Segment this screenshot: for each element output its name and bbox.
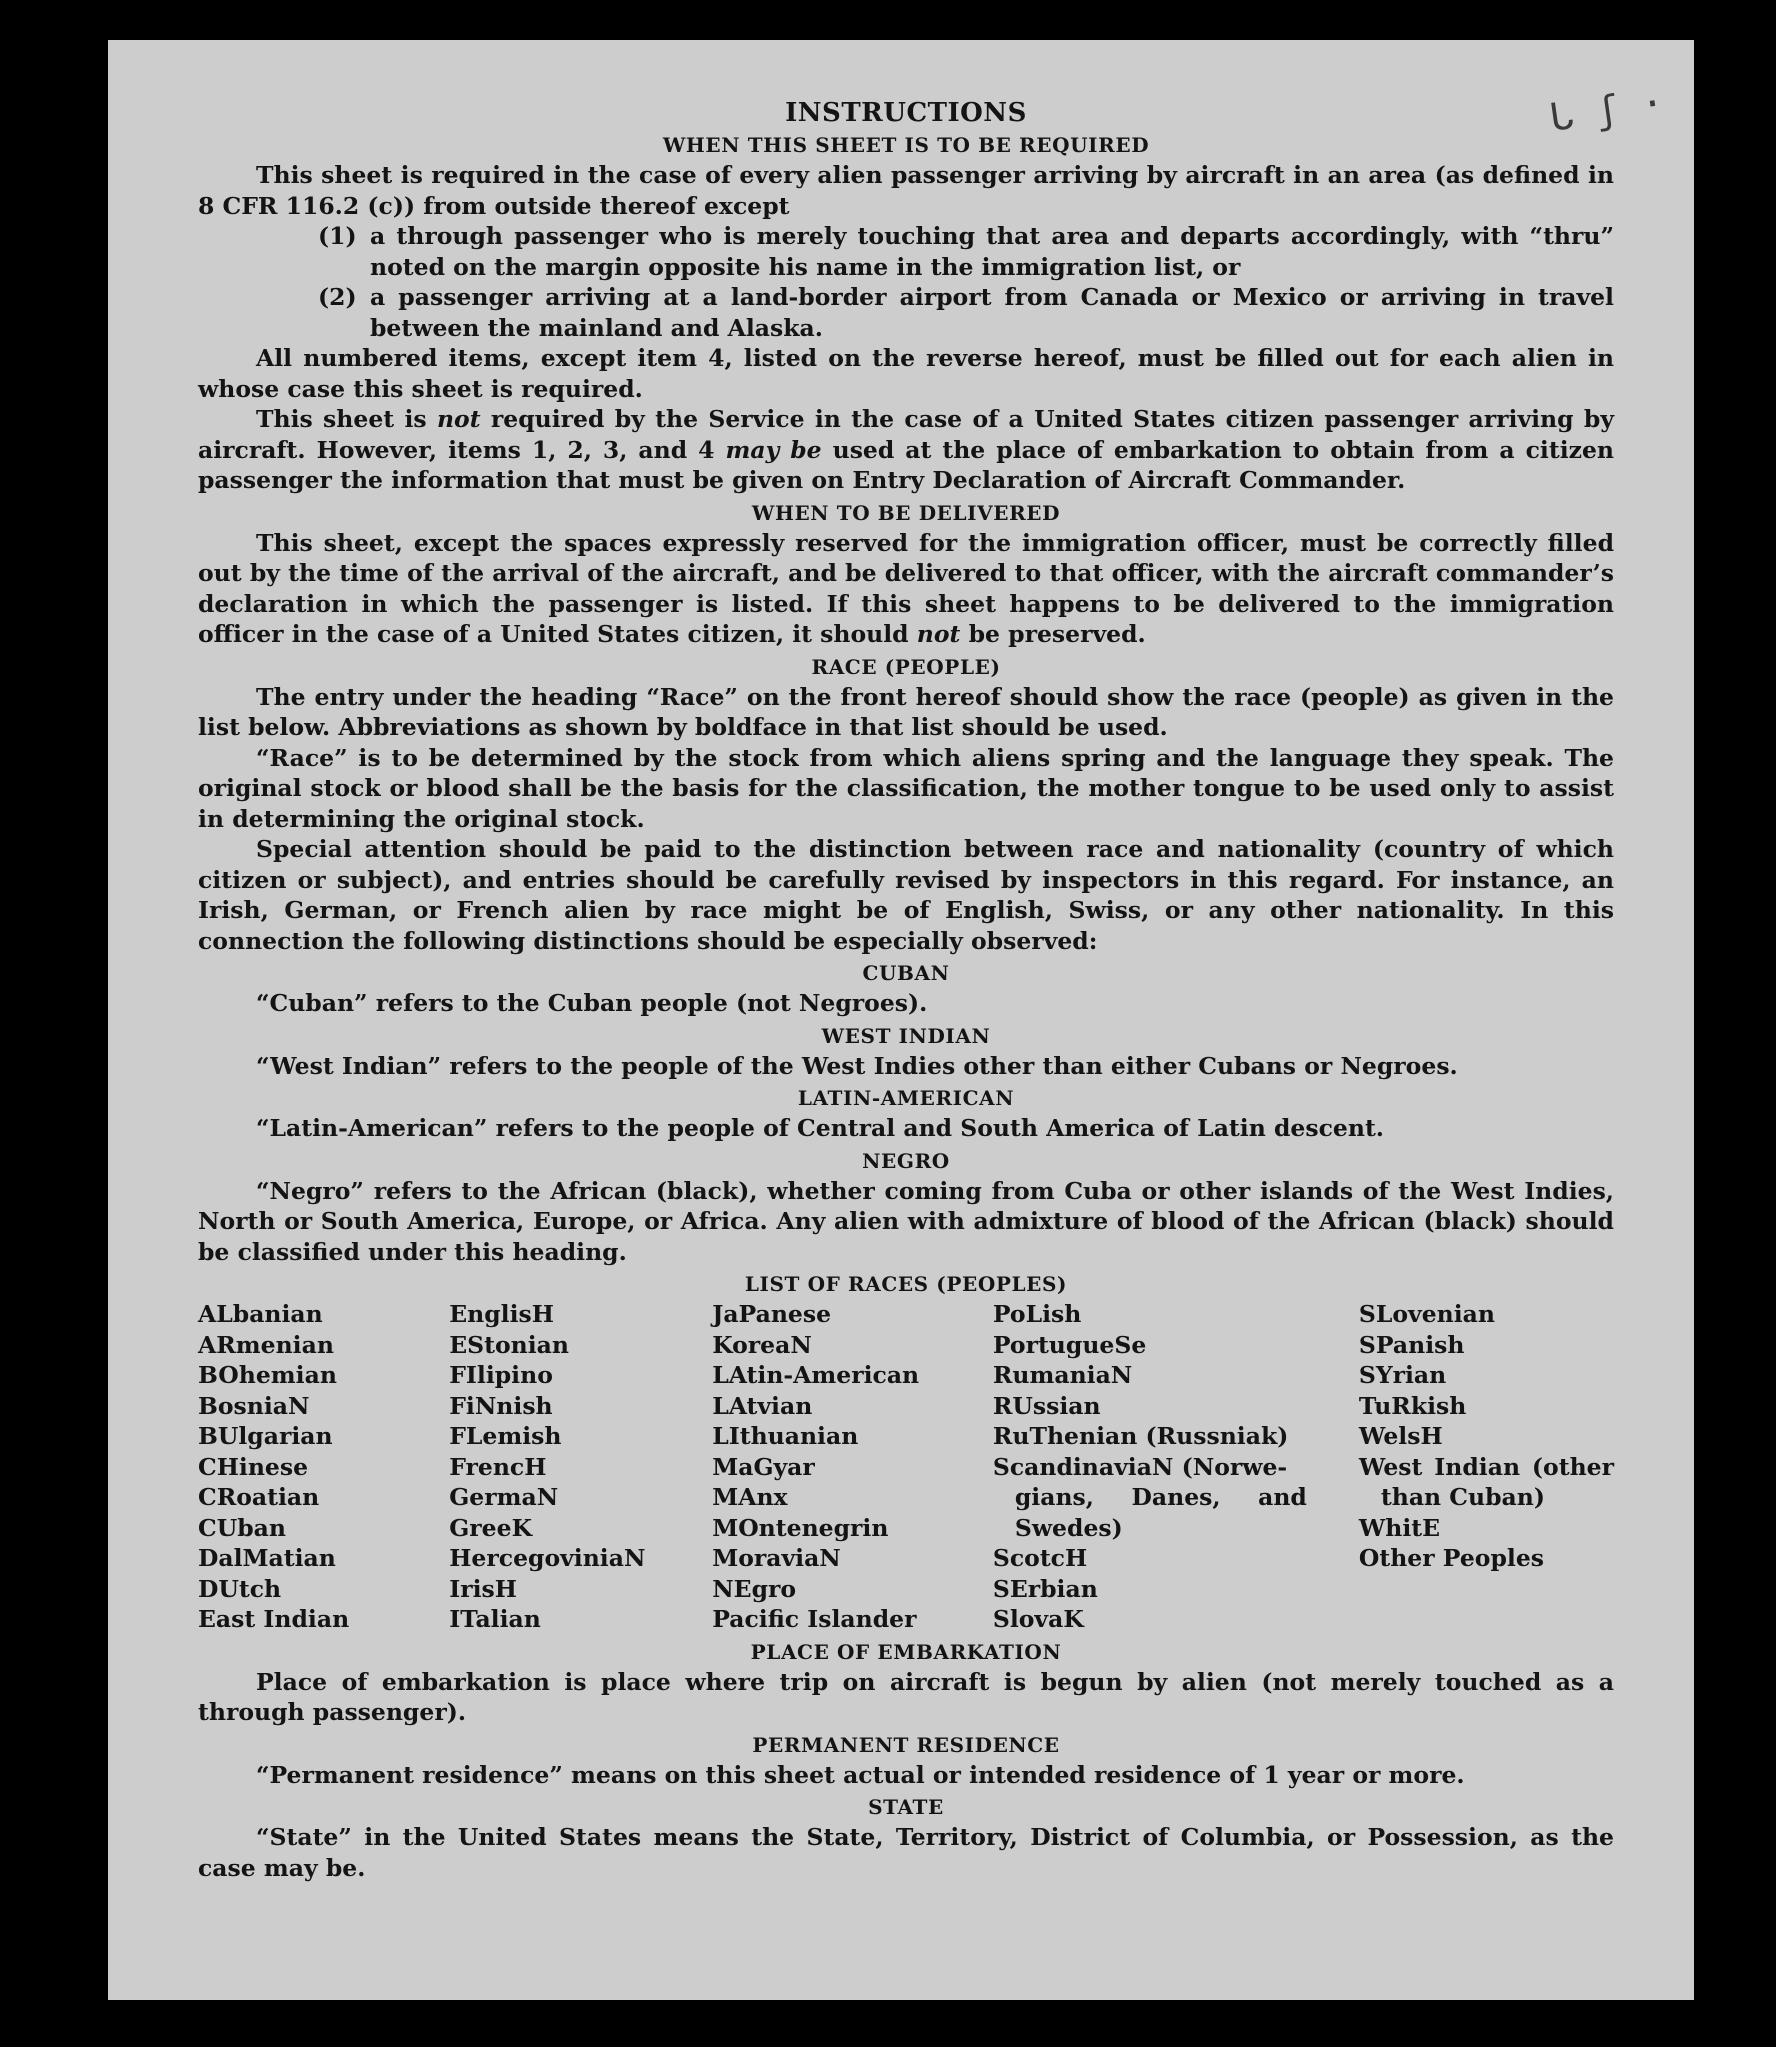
word: (other [1531,1452,1614,1481]
race-entry: DalMatian [198,1544,336,1572]
word: Indian [1434,1452,1521,1481]
races-column-3 [712,1299,993,1635]
race-entry: EnglisH [449,1300,554,1328]
race-entry: LAtvian [712,1391,813,1420]
paragraph-required-intro: This sheet is required in the case of every alien passenger arriving by aircraft in an area (as defined in 8 CFR 116.2 (c)) from outside thereof except [198,161,1614,220]
race-entry: CHinese [198,1452,309,1481]
races-column-5 [1359,1299,1614,1635]
heading-west-indian: WEST INDIAN [821,1023,991,1048]
race-entry: CRoatian [198,1483,320,1511]
race-entry-scandinavian-end: Swedes) [1014,1513,1123,1542]
race-entry: FiNnish [449,1391,553,1420]
race-entry: MoraviaN [712,1544,841,1572]
race-entry: WelsH [1358,1422,1443,1450]
paragraph-negro: “Negro” refers to the African (black), whether coming from Cuba or other islands of the West Indies, North or South America, Europe, or Africa. Any alien with admixture of blood of the African (black) should be classified under this heading. [198,1176,1614,1266]
paragraph-race-entry: The entry under the heading “Race” on the front hereof should show the race (people) as given in the list below. Abbreviations as shown by boldface in that list should be used. [198,682,1614,741]
list-number: (1) [318,222,357,250]
race-entry: ARmenian [198,1330,334,1359]
text-run: be preserved. [960,620,1146,648]
race-entry: JaPanese [712,1300,832,1328]
paragraph-delivery [198,528,1614,650]
race-entry: SLovenian [1358,1300,1495,1328]
race-entry: SPanish [1358,1330,1465,1359]
race-entry: IrisH [449,1574,517,1603]
race-entry: ITalian [449,1605,541,1633]
race-entry: RumaniaN [992,1361,1133,1389]
paragraph-state: “State” in the United States means the State, Territory, District of Columbia, or Possession, as the case may be. [198,1823,1614,1882]
race-entry-scandinavian-cont [993,1482,1307,1513]
list-item-exception-1 [318,221,1614,282]
paragraph-latin-american: “Latin-American” refers to the people of Central and South America of Latin descent. [256,1114,1384,1142]
emphasis-not: not [916,620,961,648]
race-entry-west-indian-cont: than Cuban) [1380,1483,1545,1511]
race-entry: SErbian [992,1574,1098,1603]
race-entry: DUtch [198,1574,282,1603]
document-page [108,40,1694,2000]
races-column-4 [993,1299,1307,1635]
heading-place-of-embarkation: PLACE OF EMBARKATION [750,1639,1062,1664]
race-entry: GermaN [449,1483,559,1511]
paragraph-race-stock: “Race” is to be determined by the stock from which aliens spring and the language they speak. The original stock or blood shall be the basis for the classification, the mother tongue to be used only to assist in determining the original stock. [198,743,1614,833]
text-run: This sheet, except the spaces expressly reserved for the immigration officer, must be correctly filled out by the time of the arrival of the aircraft, and be delivered to that officer, with the aircraft commander’s declaration in which the passenger is listed. If this sheet happens to be delivered to the immigration officer in the case of a United States citizen, it should [198,528,1614,648]
text-run: This sheet is [256,405,437,433]
word: Danes, [1131,1483,1221,1511]
paragraph-west-indian: “West Indian” refers to the people of the West Indies other than either Cubans or Negroes. [256,1051,1458,1080]
race-entry: MAnx [712,1483,788,1511]
word: gians, [1014,1483,1094,1511]
heading-negro: NEGRO [862,1148,950,1173]
race-entry: Other Peoples [1358,1544,1545,1572]
race-entry: TuRkish [1358,1391,1467,1420]
emphasis-not: not [436,405,481,433]
paragraph-cuban: “Cuban” refers to the Cuban people (not Negroes). [256,989,928,1017]
paragraph-numbered-items: All numbered items, except item 4, listed on the reverse hereof, must be filled out for each alien in whose case this sheet is required. [198,344,1614,403]
heading-permanent-residence: PERMANENT RESIDENCE [752,1732,1060,1757]
race-entry: SYrian [1358,1361,1447,1389]
handwritten-mark: ᒐ ʃ · [1546,80,1667,140]
list-number: (2) [318,283,357,311]
race-entry: NEgro [712,1574,797,1603]
race-entry: LAtin-American [712,1361,920,1389]
race-entry: FLemish [449,1422,562,1450]
race-entry: MaGyar [712,1452,815,1481]
race-entry: PortugueSe [992,1330,1147,1359]
races-column-2 [449,1299,712,1635]
races-list [198,1299,1614,1635]
word: West [1358,1452,1423,1481]
race-entry: BosniaN [198,1391,310,1420]
race-entry: HercegoviniaN [449,1544,646,1572]
word: and [1258,1483,1307,1511]
races-column-1 [198,1299,449,1635]
race-entry: FrencH [449,1452,547,1481]
heading-when-required: WHEN THIS SHEET IS TO BE REQUIRED [662,133,1150,157]
race-entry: GreeK [449,1513,532,1542]
paragraph-citizen-passenger [198,404,1614,496]
heading-state: STATE [868,1795,944,1819]
race-entry-scandinavian: ScandinaviaN (Norwe- [992,1452,1288,1481]
race-entry: LIthuanian [712,1422,859,1450]
race-entry: CUban [198,1513,286,1542]
race-entry: BOhemian [198,1361,337,1389]
heading-cuban: CUBAN [862,961,950,985]
heading-race: RACE (PEOPLE) [811,654,1001,679]
emphasis-may-be: may be [725,435,822,464]
race-entry: PoLish [992,1300,1082,1328]
race-entry: ScotcH [992,1544,1088,1572]
text-run: used at the place of embarkation to obtain from a citizen passenger the information that must be given on Entry Declaration of Aircraft Commander. [198,435,1615,494]
paragraph-embarkation: Place of embarkation is place where trip on aircraft is begun by alien (not merely touched as a through passenger). [198,1667,1614,1726]
text-run: required by the Service in the case of a United States citizen passenger arriving by aircraft. However, items 1, 2, 3, and 4 [198,405,1614,464]
list-text: a passenger arriving at a land-border airport from Canada or Mexico or arriving in travel between the mainland and Alaska. [370,283,1614,342]
race-entry: RuThenian (Russniak) [992,1422,1289,1450]
race-entry: RUssian [992,1391,1101,1420]
race-entry: ALbanian [198,1300,323,1328]
race-entry: MOntenegrin [712,1513,889,1542]
race-entry: BUlgarian [198,1422,333,1450]
race-entry: SlovaK [992,1605,1084,1633]
race-entry-west-indian [1359,1452,1614,1483]
heading-when-delivered: WHEN TO BE DELIVERED [751,500,1061,525]
race-entry: EStonian [449,1330,569,1359]
list-item-exception-2 [318,282,1614,343]
paragraph-race-nationality: Special attention should be paid to the distinction between race and nationality (country of which citizen or subject), and entries should be carefully revised by inspectors in this regard. For instance, an Irish, German, or French alien by race might be of English, Swiss, or any other nationality. In this connection the following distinctions should be especially observed: [198,835,1614,955]
paragraph-residence: “Permanent residence” means on this sheet actual or intended residence of 1 year or more. [256,1760,1465,1789]
list-text: a through passenger who is merely touching that area and departs accordingly, with “thru” noted on the margin opposite his name in the immigration list, or [370,222,1614,281]
race-entry: WhitE [1358,1513,1441,1542]
race-entry: FIlipino [449,1361,553,1389]
heading-latin-american: LATIN-AMERICAN [797,1086,1015,1110]
race-entry: Pacific Islander [712,1605,917,1633]
heading-list-of-races: LIST OF RACES (PEOPLES) [744,1272,1068,1296]
race-entry: KoreaN [712,1330,812,1359]
race-entry: East Indian [198,1605,350,1633]
document-title: INSTRUCTIONS [785,98,1027,128]
